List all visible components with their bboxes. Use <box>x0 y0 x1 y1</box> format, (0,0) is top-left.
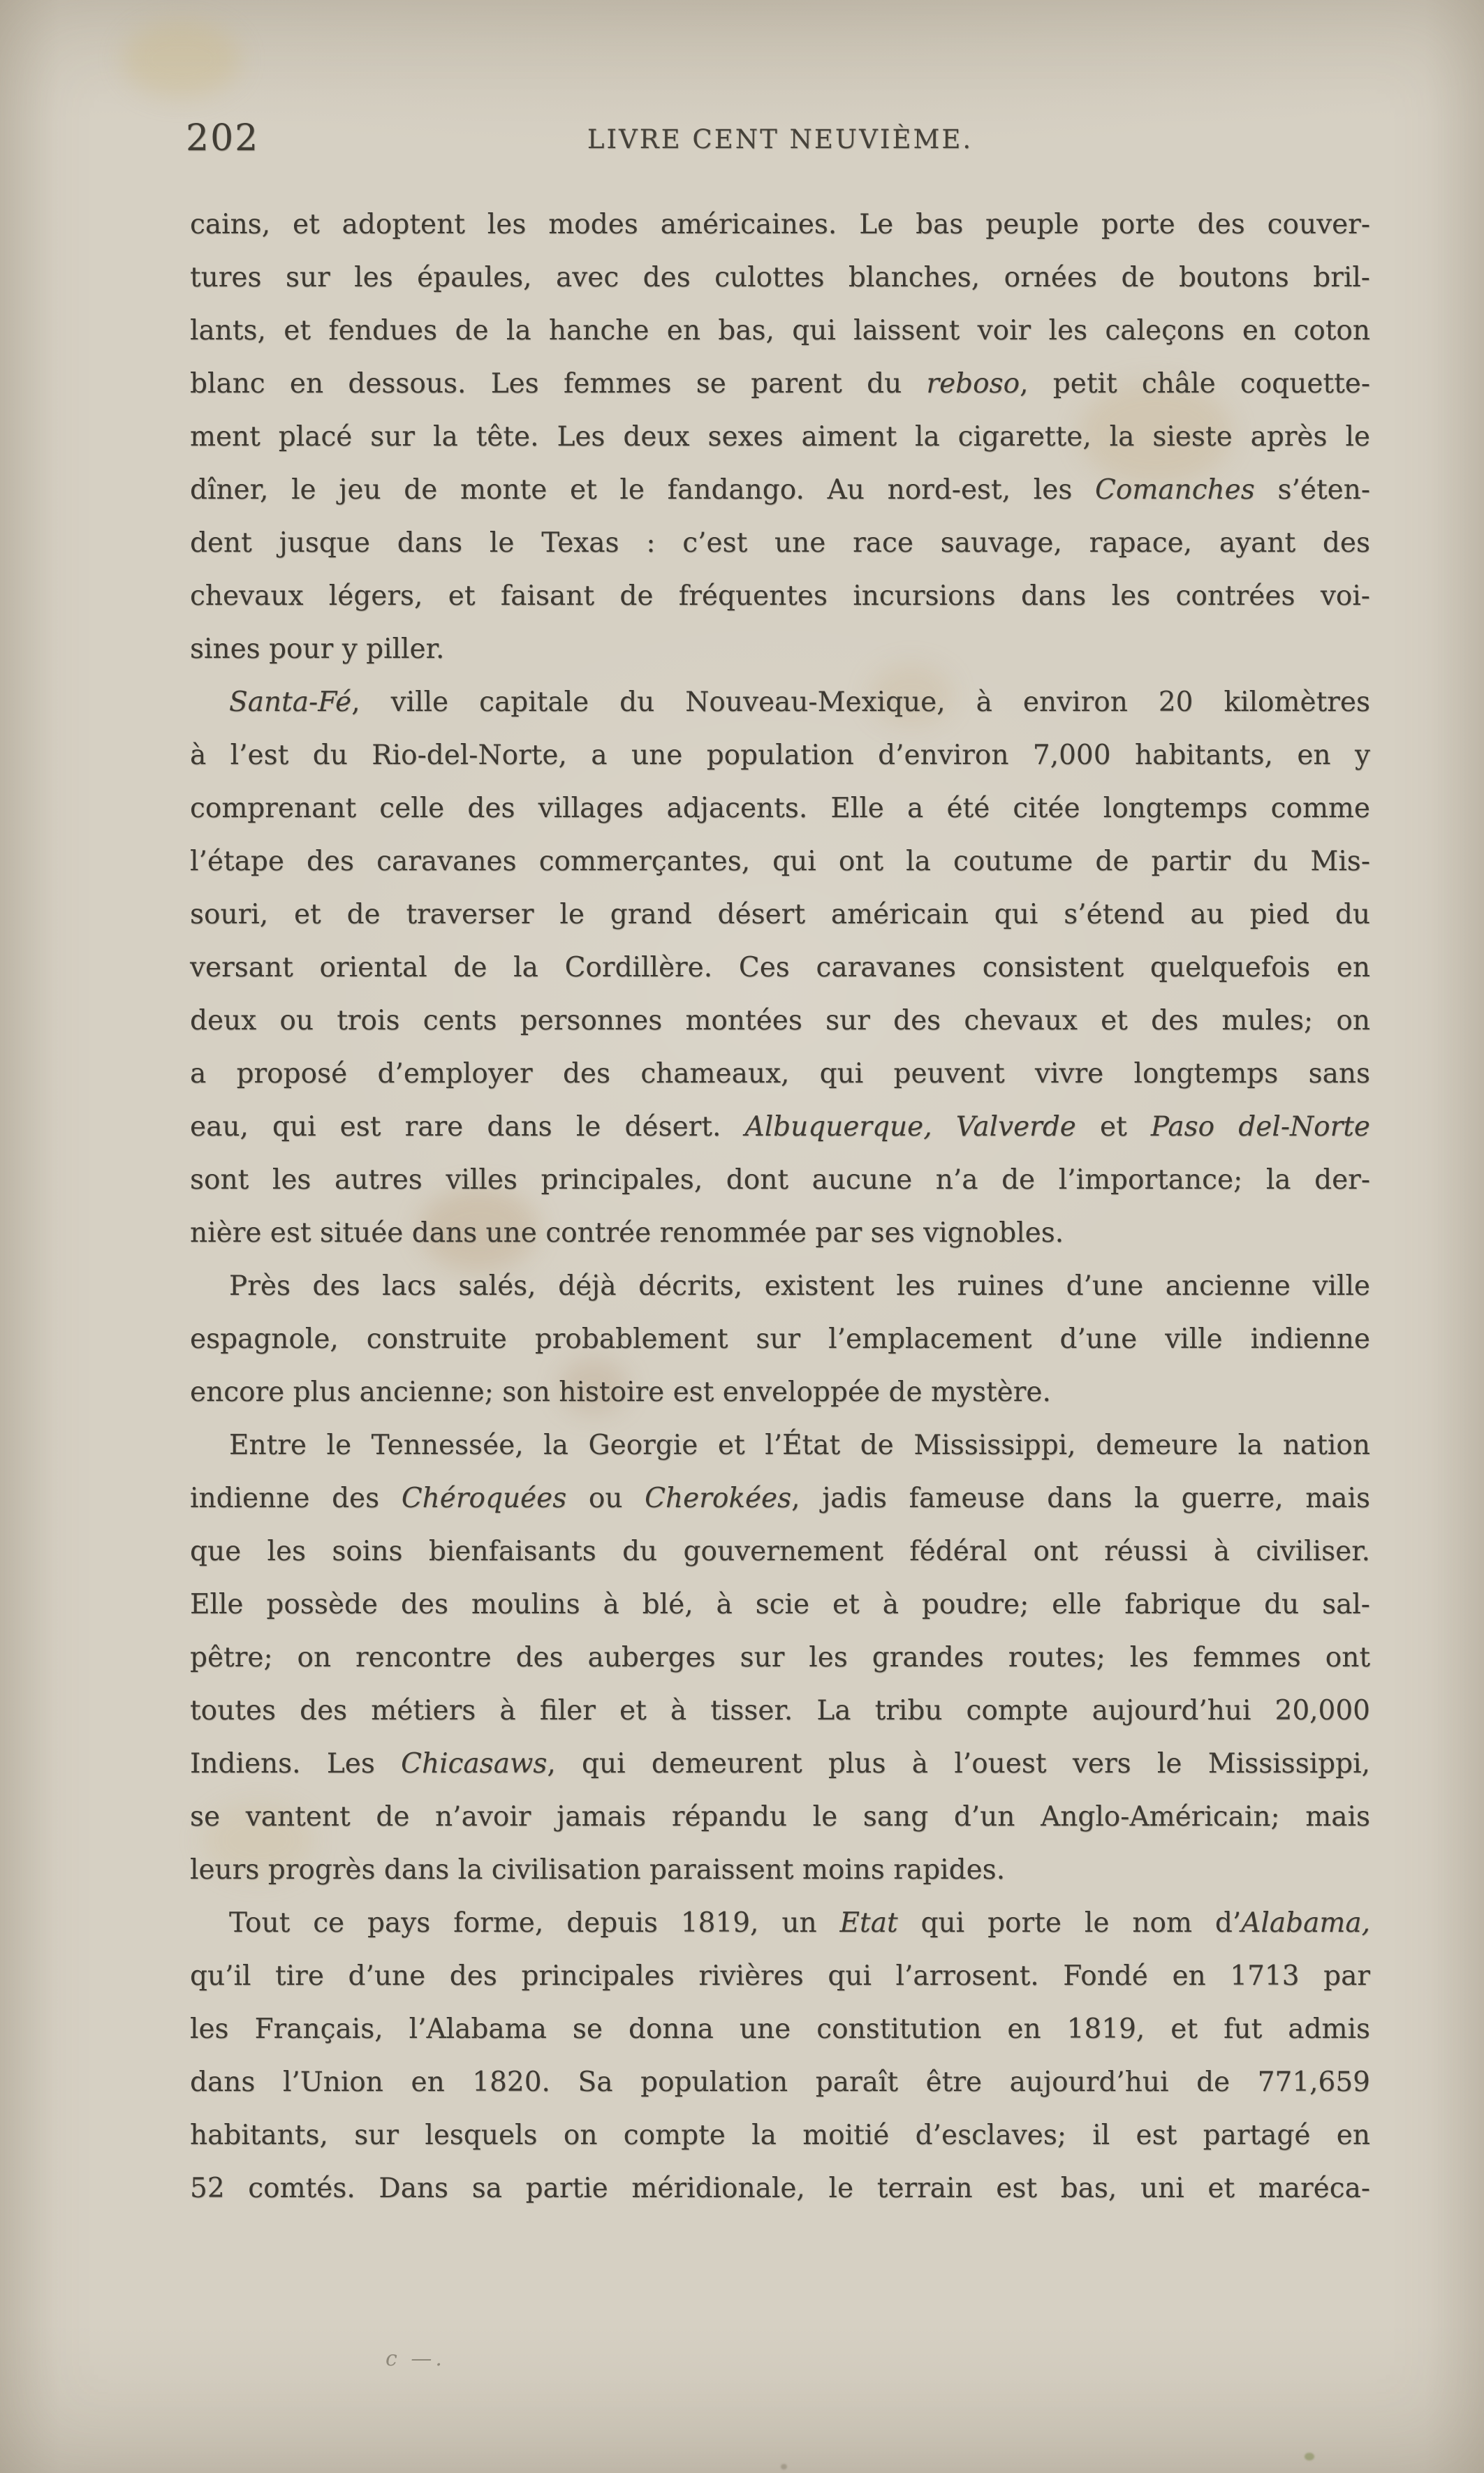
text-segment: qui porte le nom d’ <box>897 1907 1242 1939</box>
text-line <box>190 1366 1370 1419</box>
text-line <box>190 888 1370 941</box>
italic-segment: reboso <box>926 368 1020 399</box>
text-segment: eau, qui est rare dans le désert. <box>190 1111 745 1143</box>
text-line <box>190 198 1370 251</box>
text-segment: Elle possède des moulins à blé, à scie et à poudre; elle fabrique du sal- <box>190 1589 1370 1620</box>
text-line <box>190 1260 1370 1313</box>
paper-speck <box>781 2464 787 2470</box>
text-line <box>190 1207 1370 1260</box>
text-segment: ment placé sur la tête. Les deux sexes aiment la cigarette, la sieste après le <box>190 421 1370 453</box>
text-line <box>190 1313 1370 1366</box>
italic-segment: Alabama, <box>1241 1907 1370 1939</box>
text-segment: l’étape des caravanes commerçantes, qui ont la coutume de partir du Mis- <box>190 846 1370 877</box>
text-segment: versant oriental de la Cordillère. Ces caravanes consistent quelquefois en <box>190 952 1370 983</box>
footer-mark: c —. <box>385 2347 446 2371</box>
text-line <box>190 251 1370 304</box>
text-segment: à l’est du Rio-del-Norte, a une population d’environ 7,000 habitants, en y <box>190 740 1370 771</box>
text-segment: indienne des <box>190 1483 402 1514</box>
italic-segment: Paso del-Norte <box>1150 1111 1370 1143</box>
text-segment: ou <box>566 1483 645 1514</box>
text-segment: Indiens. Les <box>190 1748 402 1779</box>
text-segment: a proposé d’employer des chameaux, qui peuvent vivre longtemps sans <box>190 1058 1370 1089</box>
text-line <box>190 676 1370 729</box>
text-segment: les Français, l’Alabama se donna une constitution en 1819, et fut admis <box>190 2013 1370 2045</box>
text-segment: espagnole, construite probablement sur l’emplacement d’une ville indienne <box>190 1323 1370 1355</box>
italic-segment: Comanches <box>1095 474 1255 506</box>
text-segment: dans l’Union en 1820. Sa population paraît être aujourd’hui de 771,659 <box>190 2067 1370 2098</box>
text-line <box>190 517 1370 570</box>
text-segment: encore plus ancienne; son histoire est enveloppée de mystère. <box>190 1377 1051 1408</box>
text-block <box>190 198 1370 2215</box>
text-segment: s’éten- <box>1254 474 1370 506</box>
text-segment: sont les autres villes principales, dont aucune n’a de l’importance; la der- <box>190 1164 1370 1196</box>
text-segment: leurs progrès dans la civilisation paraissent moins rapides. <box>190 1854 1006 1886</box>
text-segment: , jadis fameuse dans la guerre, mais <box>791 1483 1370 1514</box>
text-line <box>190 1525 1370 1578</box>
text-line <box>190 2003 1370 2056</box>
text-line <box>190 2056 1370 2109</box>
text-line <box>190 1154 1370 1207</box>
text-line <box>190 1950 1370 2003</box>
text-segment: 52 comtés. Dans sa partie méridionale, le terrain est bas, uni et maréca- <box>190 2173 1370 2204</box>
text-line <box>190 1791 1370 1844</box>
text-segment: qu’il tire d’une des principales rivières qui l’arrosent. Fondé en 1713 par <box>190 1960 1370 1992</box>
text-line <box>190 1419 1370 1472</box>
text-line <box>190 570 1370 623</box>
text-segment: Entre le Tennessée, la Georgie et l’État de Mississippi, demeure la nation <box>229 1430 1370 1461</box>
text-line <box>190 304 1370 358</box>
italic-segment: Cherokées <box>645 1483 792 1514</box>
text-segment: se vantent de n’avoir jamais répandu le sang d’un Anglo-Américain; mais <box>190 1801 1370 1833</box>
text-line <box>190 1685 1370 1738</box>
running-title: LIVRE CENT NEUVIÈME. <box>587 124 974 154</box>
text-segment: sines pour y piller. <box>190 633 445 665</box>
text-line <box>190 835 1370 888</box>
italic-segment: Chicasaws <box>401 1748 548 1779</box>
text-segment: habitants, sur lesquels on compte la moitié d’esclaves; il est partagé en <box>190 2120 1370 2151</box>
text-segment: , qui demeurent plus à l’ouest vers le Mississippi, <box>547 1748 1370 1779</box>
text-segment: , ville capitale du Nouveau-Mexique, à environ 20 kilomètres <box>351 687 1370 718</box>
text-segment: dîner, le jeu de monte et le fandango. Au nord-est, les <box>190 474 1096 506</box>
italic-segment: Etat <box>839 1907 898 1939</box>
text-segment: souri, et de traverser le grand désert américain qui s’étend au pied du <box>190 899 1370 930</box>
text-segment: comprenant celle des villages adjacents. Elle a été citée longtemps comme <box>190 793 1370 824</box>
text-line <box>190 729 1370 782</box>
text-line <box>190 1631 1370 1685</box>
text-segment: dent jusque dans le Texas : c’est une race sauvage, rapace, ayant des <box>190 527 1370 559</box>
italic-segment: Santa-Fé <box>229 687 352 718</box>
text-segment: que les soins bienfaisants du gouvernement fédéral ont réussi à civiliser. <box>190 1536 1370 1567</box>
text-line <box>190 2109 1370 2162</box>
text-segment: Tout ce pays forme, depuis 1819, un <box>229 1907 840 1939</box>
text-line <box>190 1048 1370 1101</box>
text-line <box>190 358 1370 411</box>
text-line <box>190 1101 1370 1154</box>
text-line <box>190 464 1370 517</box>
text-segment: cains, et adoptent les modes américaines. Le bas peuple porte des couver- <box>190 209 1370 240</box>
text-line <box>190 1472 1370 1525</box>
text-segment: nière est située dans une contrée renommée par ses vignobles. <box>190 1217 1064 1249</box>
text-line <box>190 782 1370 835</box>
text-segment: tures sur les épaules, avec des culottes blanches, ornées de boutons bril- <box>190 262 1370 293</box>
text-segment: deux ou trois cents personnes montées sur des chevaux et des mules; on <box>190 1005 1370 1036</box>
italic-segment: Chéroquées <box>401 1483 567 1514</box>
text-line <box>190 1738 1370 1791</box>
text-segment: Près des lacs salés, déjà décrits, existent les ruines d’une ancienne ville <box>229 1270 1370 1302</box>
text-line <box>190 941 1370 995</box>
text-segment: chevaux légers, et faisant de fréquentes incursions dans les contrées voi- <box>190 580 1370 612</box>
text-line <box>190 1844 1370 1897</box>
page-number: 202 <box>186 117 260 159</box>
text-segment: lants, et fendues de la hanche en bas, qui laissent voir les caleçons en coton <box>190 315 1370 346</box>
text-segment: et <box>1075 1111 1151 1143</box>
text-line <box>190 995 1370 1048</box>
text-line <box>190 2162 1370 2215</box>
italic-segment: Albuquerque, Valverde <box>744 1111 1076 1143</box>
paper-stain <box>122 21 241 98</box>
text-segment: pêtre; on rencontre des auberges sur les grandes routes; les femmes ont <box>190 1642 1370 1673</box>
text-line <box>190 623 1370 676</box>
text-line <box>190 411 1370 464</box>
paper-speck <box>1305 2453 1314 2460</box>
text-line <box>190 1578 1370 1631</box>
text-segment: toutes des métiers à filer et à tisser. La tribu compte aujourd’hui 20,000 <box>190 1695 1370 1726</box>
text-line <box>190 1897 1370 1950</box>
text-segment: blanc en dessous. Les femmes se parent du <box>190 368 927 399</box>
text-segment: , petit châle coquette- <box>1020 368 1371 399</box>
